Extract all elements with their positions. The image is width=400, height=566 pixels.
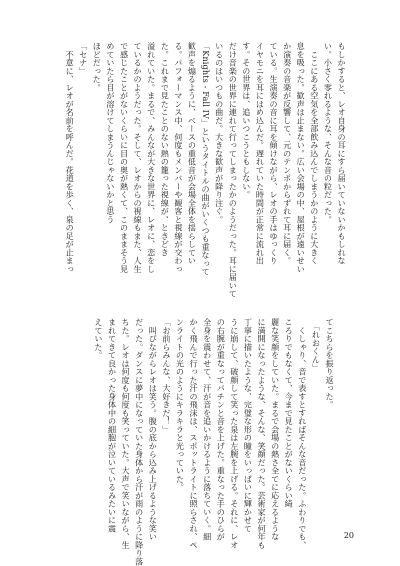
text-line: めていたら目が溶けてしまうんじゃないかと思う [105, 42, 116, 224]
text-line: で感じたことがないくらいに目の奥が熱くて、このままそう見 [119, 42, 130, 273]
text-line: 叫びながらレオは笑う。腹の底から込み上げるような笑い [148, 318, 159, 541]
text-line: だけ音楽の世界に連れて行ってしまったかのようだった。耳に届いて [228, 42, 239, 298]
text-line: だった。ダンスに夢中になっていた身体から汗が雨のように降り落 [134, 318, 145, 566]
text-line: もしかすると、レオ自身の耳にすら届いていないかもしれな [337, 42, 347, 265]
text-line: 「れおくん」 [311, 318, 322, 372]
text-line: 「お前らみんな、大好きだ！」 [161, 318, 172, 434]
text-line: ている。生演奏の音に耳を傾けながら、レオの手はゆっくり [269, 42, 280, 265]
text-line: 「Knights - Fall IV」というタイトルの曲がいくつも重なって [201, 42, 212, 276]
text-line: に満開になったような、そんな、笑顔だった。芸術家が何年も [257, 318, 268, 549]
upper-text-block [65, 42, 348, 298]
text-line: 溢れていた。まるで、みんなが大きな世界に、レオに、恋をし [146, 42, 157, 273]
text-line: まれてきて良かった身体中の細胞が泣いているみたいに震 [107, 318, 118, 533]
text-line: の右腕が重なってパチンと音を上げた。重なった手のひらが [216, 318, 227, 541]
text-line: 「セナ」 [78, 42, 89, 75]
text-line: くしゃり、音で表すとすればそんな音だった。ふわりでも、 [297, 318, 308, 549]
text-line: いるのはいつもの曲だ。大きな歓声が降り注ぐ。 [214, 42, 225, 224]
lower-text-block [74, 318, 336, 566]
text-line: 不意に、レオが名前を呼んだ。花道を歩く、泉の足が止まっ [65, 42, 76, 273]
text-line: 丁寧に描いたような、完璧な形の瞳をいっぱいに輝かせて [243, 318, 254, 533]
text-line: ンライトの光のようにキラキラと光っていた。 [175, 318, 186, 492]
text-line: 息を吸った。歓声は止まない。広い会場の中、屋根が遠いせい [296, 42, 307, 273]
text-line: ころりでもなくて、今まで見たことがないくらい綺 [284, 318, 295, 508]
text-line: 歓声を煽るように、ベースの重低音が会場全体を揺らしてい [187, 42, 198, 265]
text-line: ほどだった。 [92, 42, 103, 92]
text-line: ちた。レオは何度も何度も笑っていた。大声で笑いながら、生 [121, 318, 132, 549]
text-line: 全身を震わせて、汗が音を追いかけるように落ちていく。細 [202, 318, 213, 541]
text-line: 麗な笑顔をしていた。まるで会場の熱さ全てに応えるような [270, 318, 281, 541]
text-line: る。パフォーマンス中、何度もメンバーや観客と視線が交わっ [173, 42, 184, 273]
page-number: 20 [343, 531, 354, 540]
text-line: す。その世界は、追いつこうともしない。 [241, 42, 252, 199]
text-line: ているかのようだった。そして、レオからの視線もまた、人生 [133, 42, 144, 273]
text-line: イヤモニを耳にはめ込んだ。遅れていた時間が正常に流れ出 [255, 42, 266, 265]
text-line: た。これまで見たことのない熱の籠った視線が、ときどき [160, 42, 171, 257]
text-line: えていた。 [93, 318, 104, 360]
text-line: ここにある空気を全部飲み込んでしまうかのように大きく [309, 42, 320, 265]
text-line: か演奏の音楽が反響して、元のテンポからずれて耳に届く。 [282, 42, 293, 265]
text-line: うに崩して、破顔して笑った泉は左腕を上げる。それに、レオ [229, 318, 240, 549]
text-line: かく飛んで行った汗の飛沫は、スポットライトに照らされ、ペ [189, 318, 200, 549]
text-line: い。小さく零れるような、そんな音の粒だった。 [323, 42, 334, 224]
text-line: てこちらを振り返った。 [325, 318, 335, 409]
